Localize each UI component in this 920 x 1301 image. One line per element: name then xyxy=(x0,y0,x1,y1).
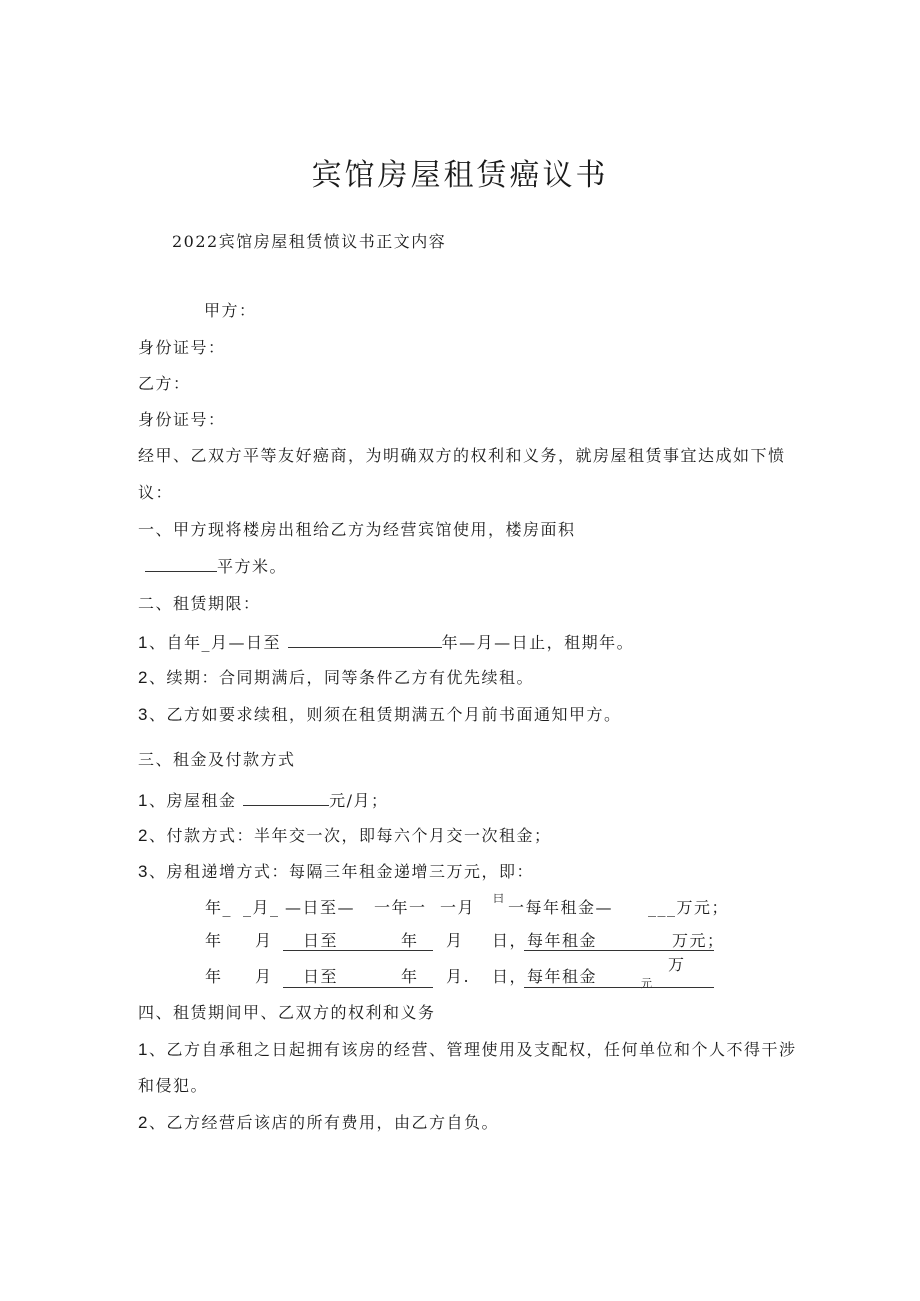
item-text: 、乙方自承租之日起拥有该房的经营、管理使用及支配权，任何单位和个人不得干涉 xyxy=(148,1040,797,1059)
area-unit: 平方米。 xyxy=(217,557,288,576)
rent-row-cell: ___万元； xyxy=(648,898,730,917)
rent-row-cell: _月_ xyxy=(243,898,280,917)
section-4-item-1-cont: 和侵犯。 xyxy=(138,1076,209,1095)
party-a-label: 甲方： xyxy=(204,301,257,320)
item-number: 1 xyxy=(138,1040,149,1059)
rent-row-cell: 万元； xyxy=(672,931,725,950)
rent-row-cell: 月 xyxy=(255,967,273,986)
item-text: 、乙方如要求续租，则须在租赁期满五个月前书面通知甲方。 xyxy=(148,705,622,724)
section-3-item-2 xyxy=(138,826,551,846)
date-underline xyxy=(283,987,433,988)
item-number: 2 xyxy=(138,826,149,845)
item-text: 年—月—日止，租期年。 xyxy=(441,633,635,652)
document-subtitle: 2022宾馆房屋租赁愤议书正文内容 xyxy=(172,232,447,251)
item-text: 、乙方经营后该店的所有费用，由乙方自负。 xyxy=(148,1113,499,1132)
rent-row-cell: —日至— xyxy=(285,898,356,917)
item-text: 、房租递增方式：每隔三年租金递增三万元，即： xyxy=(148,862,534,881)
section-4-item-1 xyxy=(138,1040,796,1060)
rent-row-cell: 年_ xyxy=(205,898,233,917)
item-text: 、续期：合同期满后，同等条件乙方有优先续租。 xyxy=(148,668,534,687)
rent-row-cell: 每年租金 xyxy=(527,967,598,986)
preamble-line-1: 经甲、乙双方平等友好癌商，为明确双方的权利和义务，就房屋租赁事宜达成如下愤 xyxy=(138,446,786,465)
area-blank xyxy=(145,556,217,572)
rent-row-cell: 一月 xyxy=(440,898,476,917)
section-2-item-3 xyxy=(138,705,621,725)
item-text: 、房屋租金 xyxy=(148,791,237,810)
rent-row-cell: 万 xyxy=(668,955,686,974)
rent-row-cell: 日， xyxy=(492,967,528,986)
section-2-heading: 二、租赁期限： xyxy=(138,594,261,613)
section-3-item-1 xyxy=(138,790,388,811)
rent-row-cell: 每年租金 xyxy=(527,931,598,950)
rent-row-cell: 年 xyxy=(401,967,419,986)
item-text: 、付款方式：半年交一次，即每六个月交一次租金； xyxy=(148,826,552,845)
rent-row-cell: 年 xyxy=(401,931,419,950)
rent-row-cell: 月. xyxy=(446,967,471,986)
item-text: 、自年_月—日至 xyxy=(148,633,281,652)
section-3-heading: 三、租金及付款方式 xyxy=(138,750,296,769)
rent-row-cell: 年 xyxy=(205,931,223,950)
rent-underline xyxy=(524,950,714,951)
item-number: 2 xyxy=(138,668,149,687)
date-blank xyxy=(288,632,442,648)
rent-row-mark: 曰 xyxy=(493,892,504,905)
preamble-line-2: 议： xyxy=(138,483,174,502)
rent-row-mark: 元 xyxy=(641,977,652,990)
section-4-heading: 四、租赁期间甲、乙双方的权利和义务 xyxy=(138,1003,436,1022)
rent-row-cell: 月 xyxy=(255,931,273,950)
rent-row-cell: 日至 xyxy=(303,931,339,950)
section-2-item-1 xyxy=(138,632,634,653)
item-text: 元/月； xyxy=(329,791,389,810)
rent-row-cell: 一年一 xyxy=(374,898,427,917)
rent-row-cell: 日至 xyxy=(303,967,339,986)
party-b-label: 乙方： xyxy=(138,374,191,393)
date-underline xyxy=(283,950,433,951)
item-number: 3 xyxy=(138,862,149,881)
section-3-item-3 xyxy=(138,862,534,882)
item-number: 3 xyxy=(138,705,149,724)
party-b-id-label: 身份证号： xyxy=(138,410,226,429)
rent-row-cell: 日， xyxy=(492,931,528,950)
rent-underline xyxy=(524,987,714,988)
section-1-line-2 xyxy=(145,556,287,577)
section-2-item-2 xyxy=(138,668,534,688)
item-number: 2 xyxy=(138,1113,149,1132)
party-a-id-label: 身份证号： xyxy=(138,338,226,357)
item-number: 1 xyxy=(138,633,149,652)
rent-row-cell: 年 xyxy=(205,967,223,986)
item-number: 1 xyxy=(138,791,149,810)
rent-row-cell: 月 xyxy=(446,931,464,950)
document-title: 宾馆房屋租赁癌议书 xyxy=(311,158,609,193)
section-1-line-1: 一、甲方现将楼房出租给乙方为经营宾馆使用，楼房面积 xyxy=(138,520,576,539)
rent-blank xyxy=(243,790,329,806)
rent-row-cell: 一每年租金— xyxy=(508,898,614,917)
section-4-item-2 xyxy=(138,1113,499,1133)
